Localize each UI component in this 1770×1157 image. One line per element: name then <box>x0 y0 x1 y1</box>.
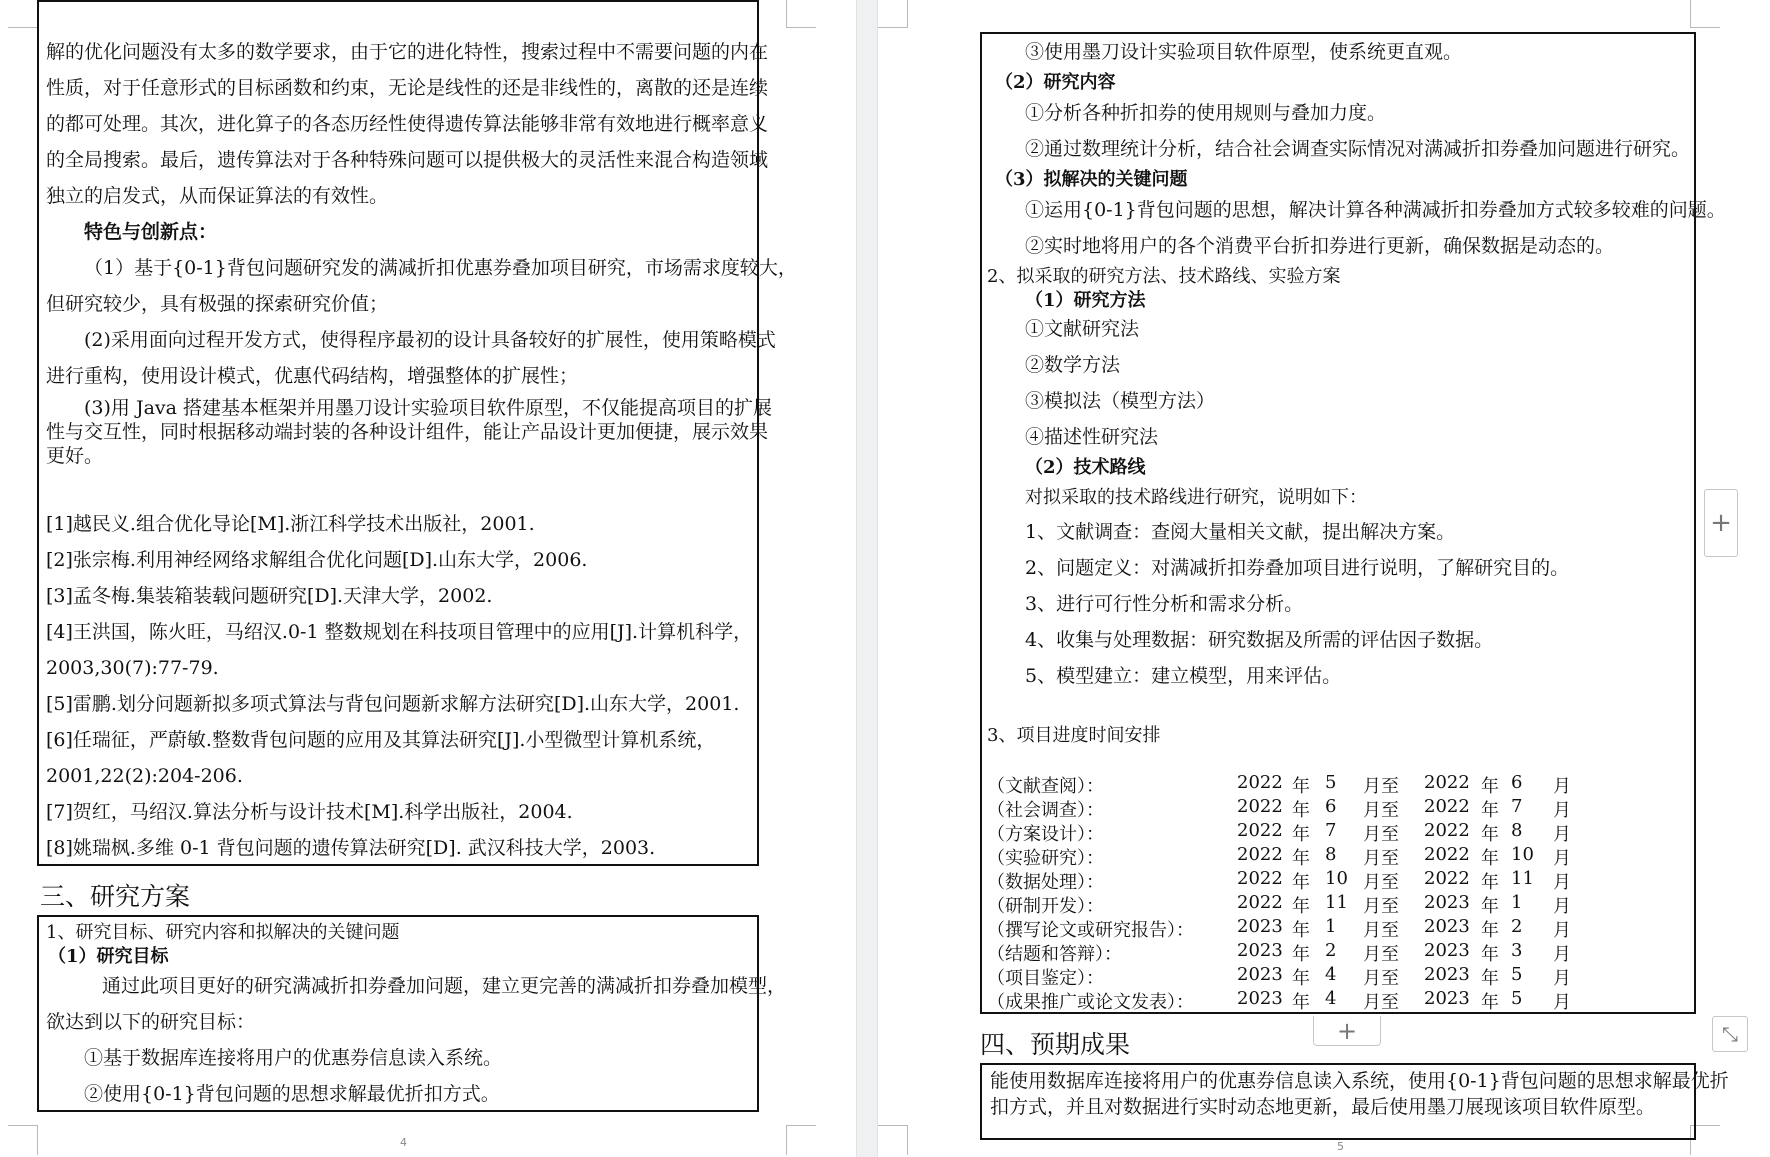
method-item: ②数学方法 <box>1025 354 1121 376</box>
schedule-year-label: 年 <box>1292 848 1310 869</box>
schedule-month-label: 月 <box>1553 848 1571 869</box>
reference-item: [7]贺红，马绍汉.算法分析与设计技术[M].科学出版社，2004. <box>46 801 573 823</box>
schedule-start-year: 2022 <box>1237 796 1283 817</box>
schedule-year-label: 年 <box>1292 968 1310 989</box>
research-methods-title: （1）研究方法 <box>1025 290 1146 311</box>
tech-route-step: 1、文献调查：查阅大量相关文献，提出解决方案。 <box>1025 521 1456 543</box>
schedule-table <box>987 772 1707 1012</box>
schedule-year-label: 年 <box>1292 800 1310 821</box>
schedule-end-year: 2023 <box>1424 940 1470 961</box>
schedule-to-label: 月至 <box>1363 872 1399 893</box>
schedule-to-label: 月至 <box>1363 896 1399 917</box>
table-cell-innovation-references[interactable] <box>37 0 797 866</box>
schedule-year-label: 年 <box>1481 872 1499 893</box>
schedule-end-month: 8 <box>1511 820 1523 841</box>
plus-icon: + <box>1710 508 1732 538</box>
section-title-research-plan: 三、研究方案 <box>40 882 191 911</box>
schedule-start-month: 10 <box>1325 868 1348 889</box>
tech-route-step: 3、进行可行性分析和需求分析。 <box>1025 593 1304 615</box>
crop-mark <box>878 0 908 28</box>
method-item: ①文献研究法 <box>1025 318 1140 340</box>
page-5 <box>878 0 1770 1157</box>
body-line: 独立的启发式，从而保证算法的有效性。 <box>46 185 389 207</box>
schedule-end-year: 2023 <box>1424 964 1470 985</box>
page-gutter <box>856 0 878 1157</box>
schedule-row <box>987 820 1707 844</box>
plus-icon: + <box>1336 1016 1358 1045</box>
reference-item: [6]任瑞征，严蔚敏.整数背包问题的应用及其算法研究[J].小型微型计算机系统， <box>46 729 716 751</box>
schedule-year-label: 年 <box>1481 824 1499 845</box>
schedule-start-month: 1 <box>1325 916 1337 937</box>
tech-route-title: （2）技术路线 <box>1025 457 1146 478</box>
schedule-end-month: 6 <box>1511 772 1523 793</box>
research-goal-item: ①基于数据库连接将用户的优惠券信息读入系统。 <box>84 1047 503 1069</box>
schedule-month-label: 月 <box>1553 776 1571 797</box>
research-goal-line: 欲达到以下的研究目标： <box>46 1011 256 1033</box>
schedule-row <box>987 868 1707 892</box>
schedule-start-month: 11 <box>1325 892 1348 913</box>
research-content-item: ②通过数理统计分析，结合社会调查实际情况对满减折扣券叠加问题进行研究。 <box>1025 138 1691 160</box>
schedule-start-year: 2022 <box>1237 820 1283 841</box>
method-item: ③模拟法（模型方法） <box>1025 390 1216 412</box>
schedule-year-label: 年 <box>1292 992 1310 1013</box>
schedule-year-label: 年 <box>1292 872 1310 893</box>
tech-route-step: 4、收集与处理数据：研究数据及所需的评估因子数据。 <box>1025 629 1494 651</box>
section-title-expected-results: 四、预期成果 <box>980 1030 1131 1059</box>
feature-3-line: 更好。 <box>46 445 104 467</box>
schedule-month-label: 月 <box>1553 920 1571 941</box>
feature-2-line: 进行重构，使用设计模式，优惠代码结构，增强整体的扩展性； <box>46 365 579 387</box>
schedule-year-label: 年 <box>1481 800 1499 821</box>
schedule-start-year: 2023 <box>1237 916 1283 937</box>
reference-item: [3]孟冬梅.集装箱装载问题研究[D].天津大学，2002. <box>46 585 493 607</box>
crop-mark <box>8 1125 38 1155</box>
feature-1-line: （1）基于{0-1}背包问题研究发的满减折扣优惠券叠加项目研究，市场需求度较大， <box>84 257 797 279</box>
schedule-end-year: 2023 <box>1424 916 1470 937</box>
crop-mark <box>1690 0 1720 28</box>
research-goal-item: ②使用{0-1}背包问题的思想求解最优折扣方式。 <box>84 1083 500 1105</box>
page-4 <box>0 0 856 1157</box>
crop-mark <box>878 1125 908 1155</box>
schedule-to-label: 月至 <box>1363 992 1399 1013</box>
schedule-end-year: 2023 <box>1424 892 1470 913</box>
schedule-start-month: 4 <box>1325 988 1337 1009</box>
schedule-task: （项目鉴定）： <box>987 968 1104 989</box>
research-content-title: （2）研究内容 <box>995 72 1116 93</box>
schedule-year-label: 年 <box>1292 776 1310 797</box>
research-content-item: ①分析各种折扣券的使用规则与叠加力度。 <box>1025 102 1387 124</box>
schedule-month-label: 月 <box>1553 944 1571 965</box>
body-line: 的都可处理。其次，进化算子的各态历经性使得遗传算法能够非常有效地进行概率意义 <box>46 113 769 135</box>
reference-item: [1]越民义.组合优化导论[M].浙江科学技术出版社，2001. <box>46 513 535 535</box>
schedule-to-label: 月至 <box>1363 944 1399 965</box>
schedule-start-month: 4 <box>1325 964 1337 985</box>
feature-3-line: 性与交互性，同时根据移动端封装的各种设计组件，能让产品设计更加便捷，展示效果 <box>46 421 769 443</box>
tech-route-step: 2、问题定义：对满减折扣券叠加项目进行说明，了解研究目的。 <box>1025 557 1570 579</box>
tech-route-intro: 对拟采取的技术路线进行研究，说明如下： <box>1025 487 1367 508</box>
schedule-row <box>987 892 1707 916</box>
expected-results-line: 能使用数据库连接将用户的优惠券信息读入系统，使用{0-1}背包问题的思想求解最优折 <box>990 1070 1729 1092</box>
crop-mark <box>8 0 38 28</box>
schedule-to-label: 月至 <box>1363 824 1399 845</box>
schedule-year-label: 年 <box>1481 944 1499 965</box>
research-goal-line: 通过此项目更好的研究满减折扣券叠加问题，建立更完善的满减折扣券叠加模型， <box>102 975 787 997</box>
key-problem-item: ①运用{0-1}背包问题的思想，解决计算各种满减折扣券叠加方式较多较难的问题。 <box>1025 199 1726 221</box>
schedule-month-label: 月 <box>1553 992 1571 1013</box>
schedule-year-label: 年 <box>1481 968 1499 989</box>
schedule-end-year: 2022 <box>1424 772 1470 793</box>
key-problems-title: （3）拟解决的关键问题 <box>995 169 1188 190</box>
reference-item: [5]雷鹏.划分问题新拟多项式算法与背包问题新求解方法研究[D].山东大学，2001. <box>46 693 740 715</box>
schedule-row <box>987 844 1707 868</box>
schedule-month-label: 月 <box>1553 872 1571 893</box>
subsection-heading: 1、研究目标、研究内容和拟解决的关键问题 <box>46 922 400 943</box>
schedule-task: （撰写论文或研究报告）： <box>987 920 1194 941</box>
body-line: 解的优化问题没有太多的数学要求，由于它的进化特性，搜索过程中不需要问题的内在 <box>46 41 769 63</box>
schedule-to-label: 月至 <box>1363 968 1399 989</box>
schedule-year-label: 年 <box>1481 992 1499 1013</box>
schedule-row <box>987 964 1707 988</box>
reference-item: 2003,30(7):77-79. <box>46 657 219 679</box>
schedule-end-month: 7 <box>1511 796 1523 817</box>
schedule-start-year: 2022 <box>1237 892 1283 913</box>
expected-results-line: 扣方式，并且对数据进行实时动态地更新，最后使用墨刀展现该项目软件原型。 <box>990 1096 1656 1118</box>
key-problem-item: ②实时地将用户的各个消费平台折扣券进行更新，确保数据是动态的。 <box>1025 235 1615 257</box>
schedule-year-label: 年 <box>1292 920 1310 941</box>
schedule-year-label: 年 <box>1292 944 1310 965</box>
schedule-end-month: 1 <box>1511 892 1523 913</box>
schedule-start-year: 2023 <box>1237 940 1283 961</box>
reference-item: 2001,22(2):204-206. <box>46 765 243 787</box>
schedule-task: （文献查阅）： <box>987 776 1104 797</box>
schedule-start-month: 5 <box>1325 772 1337 793</box>
schedule-task: （研制开发）： <box>987 896 1104 917</box>
schedule-row <box>987 940 1707 964</box>
body-line: 性质，对于任意形式的目标函数和约束，无论是线性的还是非线性的，离散的还是连续 <box>46 77 769 99</box>
schedule-to-label: 月至 <box>1363 920 1399 941</box>
page-number: 4 <box>400 1136 407 1149</box>
schedule-end-year: 2023 <box>1424 988 1470 1009</box>
page-number: 5 <box>1337 1140 1344 1153</box>
schedule-end-month: 11 <box>1511 868 1534 889</box>
research-goal-item: ③使用墨刀设计实验项目软件原型，使系统更直观。 <box>1025 41 1463 63</box>
schedule-year-label: 年 <box>1481 776 1499 797</box>
feature-1-line: 但研究较少，具有极强的探索研究价值； <box>46 293 389 315</box>
crop-mark <box>786 1125 816 1155</box>
schedule-start-year: 2022 <box>1237 868 1283 889</box>
table-cell-research-goals[interactable] <box>37 915 787 1112</box>
feature-2-line: (2)采用面向过程开发方式，使得程序最初的设计具备较好的扩展性，使用策略模式 <box>84 329 776 351</box>
schedule-task: （数据处理）： <box>987 872 1104 893</box>
schedule-end-year: 2022 <box>1424 820 1470 841</box>
schedule-task: （成果推广或论文发表）： <box>987 992 1194 1013</box>
schedule-month-label: 月 <box>1553 896 1571 917</box>
add-column-button[interactable] <box>1313 1016 1381 1046</box>
schedule-end-month: 5 <box>1511 964 1523 985</box>
schedule-to-label: 月至 <box>1363 848 1399 869</box>
feature-3-line: (3)用 Java 搭建基本框架并用墨刀设计实验项目软件原型，不仅能提高项目的扩展 <box>84 397 773 419</box>
schedule-end-month: 10 <box>1511 844 1534 865</box>
schedule-task: （社会调查）： <box>987 800 1104 821</box>
expand-icon: ⤡ <box>1722 1022 1738 1046</box>
schedule-start-month: 6 <box>1325 796 1337 817</box>
research-goal-title: （1）研究目标 <box>48 946 169 967</box>
tech-route-step: 5、模型建立：建立模型，用来评估。 <box>1025 665 1342 687</box>
schedule-start-month: 8 <box>1325 844 1337 865</box>
method-item: ④描述性研究法 <box>1025 426 1159 448</box>
crop-mark <box>786 0 816 28</box>
schedule-start-year: 2023 <box>1237 988 1283 1009</box>
schedule-year-label: 年 <box>1481 896 1499 917</box>
schedule-year-label: 年 <box>1481 848 1499 869</box>
schedule-to-label: 月至 <box>1363 776 1399 797</box>
schedule-year-label: 年 <box>1292 824 1310 845</box>
reference-item: [2]张宗梅.利用神经网络求解组合优化问题[D].山东大学，2006. <box>46 549 588 571</box>
schedule-end-month: 2 <box>1511 916 1523 937</box>
reference-item: [4]王洪国，陈火旺，马绍汉.0-1 整数规划在科技项目管理中的应用[J].计算机科学， <box>46 621 753 643</box>
schedule-start-month: 2 <box>1325 940 1337 961</box>
schedule-end-year: 2022 <box>1424 796 1470 817</box>
schedule-year-label: 年 <box>1481 920 1499 941</box>
schedule-task: （结题和答辩）： <box>987 944 1122 965</box>
body-line: 的全局搜索。最后，遗传算法对于各种特殊问题可以提供极大的灵活性来混合构造领域 <box>46 149 769 171</box>
schedule-month-label: 月 <box>1553 800 1571 821</box>
add-row-button[interactable] <box>1704 489 1738 557</box>
schedule-task: （方案设计）： <box>987 824 1104 845</box>
schedule-end-year: 2022 <box>1424 868 1470 889</box>
schedule-end-month: 5 <box>1511 988 1523 1009</box>
table-cell-expected-results[interactable] <box>980 1063 1729 1140</box>
schedule-month-label: 月 <box>1553 824 1571 845</box>
schedule-task: （实验研究）： <box>987 848 1104 869</box>
schedule-row <box>987 988 1707 1012</box>
schedule-row <box>987 916 1707 940</box>
schedule-row <box>987 796 1707 820</box>
schedule-end-month: 3 <box>1511 940 1523 961</box>
features-title: 特色与创新点： <box>84 221 218 243</box>
schedule-to-label: 月至 <box>1363 800 1399 821</box>
expand-table-button[interactable] <box>1712 1016 1748 1052</box>
schedule-year-label: 年 <box>1292 896 1310 917</box>
schedule-end-year: 2022 <box>1424 844 1470 865</box>
schedule-month-label: 月 <box>1553 968 1571 989</box>
schedule-row <box>987 772 1707 796</box>
schedule-start-year: 2022 <box>1237 772 1283 793</box>
schedule-start-month: 7 <box>1325 820 1337 841</box>
reference-item: [8]姚瑞枫.多维 0-1 背包问题的遗传算法研究[D]. 武汉科技大学，2003. <box>46 837 656 859</box>
schedule-start-year: 2023 <box>1237 964 1283 985</box>
schedule-start-year: 2022 <box>1237 844 1283 865</box>
subsection-heading: 2、拟采取的研究方法、技术路线、实验方案 <box>987 266 1341 287</box>
subsection-heading: 3、项目进度时间安排 <box>987 725 1161 746</box>
table-cell-research-content-methods[interactable] <box>980 32 1726 1014</box>
